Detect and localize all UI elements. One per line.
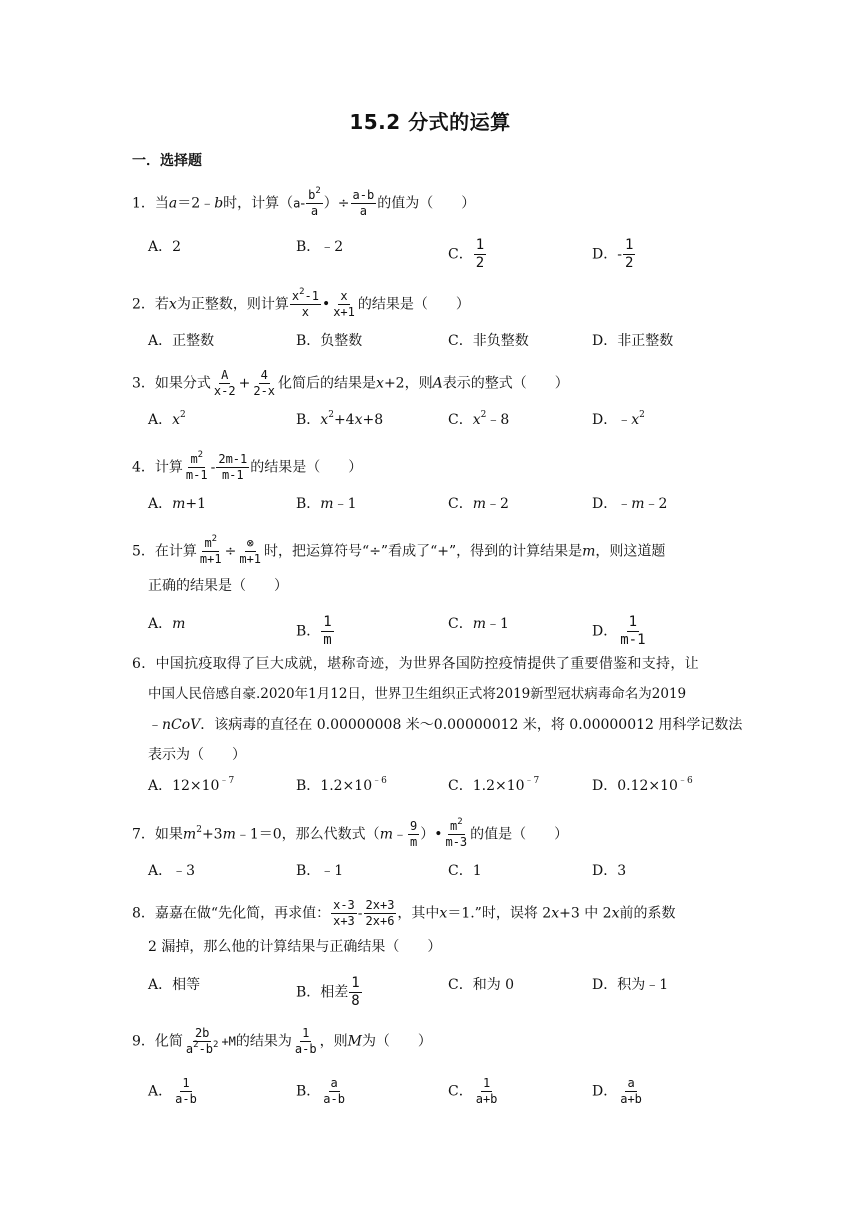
q4-f2-den: m-1 bbox=[221, 468, 244, 482]
q3-f1-den: x-2 bbox=[213, 384, 236, 398]
q3-fraction-2 bbox=[251, 368, 277, 399]
question-1 bbox=[132, 188, 475, 219]
question-8 bbox=[132, 898, 675, 929]
q3-b-label: B． bbox=[296, 412, 321, 428]
q6-option-d bbox=[592, 776, 693, 796]
q2-f2-den: x+1 bbox=[333, 305, 355, 319]
q9-option-d bbox=[592, 1076, 645, 1107]
q6-option-c bbox=[448, 776, 539, 796]
q1-text-mid: 时，计算（ bbox=[223, 195, 294, 212]
q5-b-label: B． bbox=[296, 623, 321, 640]
q9-number: 9． bbox=[132, 1033, 155, 1050]
q2-text-after: 的结果是（ ） bbox=[357, 296, 470, 313]
q1-var-b: b bbox=[214, 195, 224, 212]
q3-b-exp: 2 bbox=[328, 410, 334, 421]
q7-mid2: ﹣1＝0，那么代数式（ bbox=[235, 826, 380, 843]
q3-var-x: x bbox=[376, 375, 384, 392]
q8-text: 嘉嘉在做“先化简，再求值： bbox=[154, 905, 331, 922]
q1-option-c bbox=[448, 237, 487, 272]
q5-b-den: m bbox=[323, 632, 332, 648]
q5-a-label: A． bbox=[148, 616, 173, 632]
q5-option-a bbox=[148, 614, 185, 634]
q6-line-1: 中国抗疫取得了巨大成就，堪称奇迹，为世界各国防控疫情提供了重要借鉴和支持，让 bbox=[155, 656, 699, 672]
q7-f1-num: 9 bbox=[409, 819, 418, 833]
q5-d-label: D． bbox=[592, 623, 618, 640]
q4-d-m: m bbox=[631, 496, 645, 512]
q8-text-mid2: ＝1.”时，误将 2 bbox=[447, 905, 552, 922]
q5-option-b bbox=[296, 614, 335, 649]
q2-f1-num-rest: -1 bbox=[304, 289, 319, 303]
q1-text: 当 bbox=[154, 195, 169, 212]
q1-option-d bbox=[592, 237, 636, 272]
q2-text-mid: 为正整数，则计算 bbox=[176, 296, 289, 313]
q4-a-rest: +1 bbox=[185, 496, 207, 512]
q9-c-fraction bbox=[474, 1076, 500, 1107]
q4-option-c bbox=[448, 494, 509, 514]
q7-f2-num: m bbox=[449, 819, 458, 833]
q9-d-num: a bbox=[627, 1076, 635, 1090]
q9-d-fraction bbox=[618, 1076, 644, 1107]
q7-option-a: A．﹣3 bbox=[148, 863, 196, 879]
q6-c-base: C．1.2×10 bbox=[448, 778, 525, 794]
q9-option-c bbox=[448, 1076, 500, 1107]
q1-d-num: 1 bbox=[624, 237, 634, 253]
q5-line-2: 正确的结果是（ ） bbox=[148, 578, 288, 594]
q3-f1-num: A bbox=[221, 368, 229, 382]
q6-number: 6． bbox=[132, 656, 156, 672]
q4-b-m: m bbox=[320, 496, 334, 512]
q6-a-base: A．12×10 bbox=[148, 778, 220, 794]
q5-option-d bbox=[592, 614, 649, 649]
q9-f2-num: 1 bbox=[302, 1026, 310, 1040]
q6-d-base: D．0.12×10 bbox=[592, 778, 678, 794]
q1-f2-den: a bbox=[359, 204, 367, 218]
q8-option-d: D．积为﹣1 bbox=[592, 977, 669, 993]
q4-d-rest: ﹣2 bbox=[644, 496, 668, 512]
q1-f1-minus: - bbox=[300, 195, 306, 212]
q7-f1-den: m bbox=[409, 835, 418, 849]
q4-number: 4． bbox=[132, 459, 155, 476]
page-title: 15.2 分式的运算 bbox=[349, 110, 511, 134]
q7-m1: m bbox=[182, 826, 197, 843]
q9-b-num: a bbox=[330, 1076, 338, 1090]
q8-b-label: B．相差 bbox=[296, 984, 349, 1001]
q8-option-b bbox=[296, 975, 363, 1010]
q2-f2-num: x bbox=[340, 289, 348, 303]
q7-m3: m bbox=[379, 826, 393, 843]
q5-fraction-2 bbox=[237, 536, 263, 567]
q7-exp1: 2 bbox=[196, 824, 202, 835]
q6-ncov: nCoV bbox=[162, 717, 201, 733]
q8-x: x bbox=[439, 905, 448, 922]
q9-text-after: 为（ ） bbox=[361, 1033, 432, 1050]
q3-c-rest: ﹣8 bbox=[486, 412, 510, 428]
q9-text-mid2: ，则 bbox=[319, 1033, 348, 1050]
q3-f2-den: 2-x bbox=[253, 384, 276, 398]
q2-fraction-2 bbox=[331, 289, 357, 320]
q1-f1-num: b bbox=[308, 188, 316, 202]
q9-f1-den-mid: -b bbox=[198, 1042, 214, 1056]
q7-fraction-1 bbox=[408, 819, 419, 850]
q1-c-fraction bbox=[474, 237, 486, 272]
q8-text-after: 前的系数 bbox=[619, 905, 676, 922]
q1-close: ） bbox=[323, 195, 338, 212]
q8-fraction-1 bbox=[331, 898, 357, 929]
q9-c-den: a+b bbox=[475, 1092, 498, 1106]
q1-var-a: a bbox=[168, 195, 178, 212]
q8-b-fraction bbox=[349, 975, 361, 1010]
q3-f2-num: 4 bbox=[260, 368, 268, 382]
q9-a-num: 1 bbox=[182, 1076, 190, 1090]
q4-f2-num: 2m-1 bbox=[218, 452, 248, 466]
q9-plus-m: +M bbox=[221, 1034, 236, 1049]
q1-f1-exp: 2 bbox=[315, 186, 321, 196]
q8-option-a: A．相等 bbox=[148, 977, 201, 993]
question-4 bbox=[132, 452, 362, 483]
q8-f2-num: 2x+3 bbox=[365, 898, 395, 912]
q4-text: 计算 bbox=[154, 459, 183, 476]
q9-option-b bbox=[296, 1076, 348, 1107]
q1-text-after: 的值为（ ） bbox=[377, 195, 476, 212]
q4-d-label: D． bbox=[592, 496, 618, 512]
q5-option-c bbox=[448, 614, 509, 634]
q6-a-exp: ﹣7 bbox=[219, 776, 235, 787]
q8-text-mid3: +3 中 2 bbox=[559, 905, 612, 922]
q8-f1-den: x+3 bbox=[333, 914, 355, 928]
q5-d-den: m-1 bbox=[620, 632, 646, 648]
q6-minus: ﹣ bbox=[148, 717, 162, 733]
q4-f1-den: m-1 bbox=[185, 468, 208, 482]
q5-div: ÷ bbox=[224, 543, 237, 560]
q2-f1-num: x bbox=[291, 289, 300, 303]
q9-b-fraction bbox=[321, 1076, 347, 1107]
q9-text: 化简 bbox=[154, 1033, 183, 1050]
q3-fraction-1 bbox=[212, 368, 238, 399]
q7-close: ）• bbox=[420, 826, 443, 843]
q8-fraction-2 bbox=[364, 898, 397, 929]
q9-option-a bbox=[148, 1076, 200, 1107]
q4-minus: - bbox=[210, 459, 216, 476]
q3-b-x2: x bbox=[354, 412, 363, 428]
q3-a-label: A． bbox=[148, 412, 173, 428]
q3-number: 3． bbox=[132, 375, 155, 392]
q4-d-minus: ﹣ bbox=[617, 496, 632, 512]
q7-number: 7． bbox=[132, 826, 155, 843]
q3-d-minus: ﹣ bbox=[617, 412, 632, 428]
q5-b-fraction bbox=[321, 614, 333, 649]
q7-mid1: +3 bbox=[201, 826, 223, 843]
q7-text: 如果 bbox=[154, 826, 183, 843]
q2-option-c: C．非负整数 bbox=[448, 333, 529, 349]
q3-option-a bbox=[148, 410, 186, 430]
q9-f2-den: a-b bbox=[294, 1042, 317, 1056]
q1-fraction-2 bbox=[351, 188, 377, 219]
q8-number: 8． bbox=[132, 905, 155, 922]
q4-text-after: 的结果是（ ） bbox=[250, 459, 363, 476]
q5-f2-den: m+1 bbox=[239, 552, 262, 566]
q4-b-rest: ﹣1 bbox=[333, 496, 357, 512]
q1-eq: ＝2﹣ bbox=[177, 195, 215, 212]
q4-option-a bbox=[148, 494, 206, 514]
q1-f2-num: a-b bbox=[352, 188, 375, 202]
q2-dot: • bbox=[321, 296, 331, 313]
q5-f1-den: m+1 bbox=[199, 552, 222, 566]
q6-b-base: B．1.2×10 bbox=[296, 778, 373, 794]
q3-d-x: x bbox=[631, 412, 640, 428]
q7-minus: ﹣ bbox=[392, 826, 407, 843]
q7-f2-den: m-3 bbox=[445, 835, 468, 849]
q5-b-num: 1 bbox=[323, 614, 332, 630]
q4-f1-exp: 2 bbox=[197, 450, 204, 460]
q8-text-mid: ，其中 bbox=[397, 905, 440, 922]
q9-f1-den-exp2: 2 bbox=[213, 1040, 219, 1050]
q1-div: ÷ bbox=[337, 195, 350, 212]
q8-f2-den: 2x+6 bbox=[365, 914, 395, 928]
q3-text-mid: 化简后的结果是 bbox=[278, 375, 377, 392]
q5-a-m: m bbox=[172, 616, 186, 632]
q5-text: 在计算 bbox=[154, 543, 197, 560]
q6-b-exp: ﹣6 bbox=[372, 776, 387, 787]
q8-line-2: 2 漏掉，那么他的计算结果与正确结果（ ） bbox=[148, 939, 442, 955]
q3-c-x: x bbox=[472, 412, 481, 428]
q6-option-a bbox=[148, 776, 234, 796]
q9-fraction-1 bbox=[184, 1026, 221, 1057]
q2-option-d: D．非正整数 bbox=[592, 333, 674, 349]
q9-f1-num: 2b bbox=[194, 1026, 210, 1040]
q3-a-x: x bbox=[172, 412, 181, 428]
q5-number: 5． bbox=[132, 543, 155, 560]
q1-option-a: A．2 bbox=[148, 239, 182, 255]
q2-option-b: B．负整数 bbox=[296, 333, 363, 349]
q4-fraction-1 bbox=[184, 452, 210, 483]
q1-d-den: 2 bbox=[624, 255, 634, 271]
question-6 bbox=[132, 654, 699, 674]
q9-b-den: a-b bbox=[323, 1092, 345, 1106]
q5-c-m: m bbox=[472, 616, 486, 632]
q5-c-label: C． bbox=[448, 616, 473, 632]
q4-fraction-2 bbox=[216, 452, 249, 483]
q2-text: 若 bbox=[154, 296, 169, 313]
q6-c-exp: ﹣7 bbox=[524, 776, 540, 787]
q2-option-a: A．正整数 bbox=[148, 333, 215, 349]
q9-b-label: B． bbox=[296, 1083, 321, 1100]
q6-line-2: 中国人民倍感自豪.2020年1月12日，世界卫生组织正式将2019新型冠状病毒命名为2019 bbox=[148, 686, 687, 702]
q9-a-den: a-b bbox=[175, 1092, 197, 1106]
q1-fraction-1 bbox=[306, 188, 323, 219]
q5-c-rest: ﹣1 bbox=[486, 616, 509, 632]
q8-minus: - bbox=[357, 905, 363, 922]
q3-option-d bbox=[592, 410, 645, 430]
q1-c-den: 2 bbox=[475, 255, 485, 271]
q2-f1-exp: 2 bbox=[299, 287, 305, 297]
q1-d-minus: - bbox=[617, 246, 622, 263]
q5-d-num: 1 bbox=[628, 614, 638, 630]
question-9 bbox=[132, 1026, 432, 1057]
q4-option-d bbox=[592, 494, 667, 514]
q8-x2: x bbox=[551, 905, 560, 922]
q5-var-m: m bbox=[582, 543, 596, 560]
q3-option-b bbox=[296, 410, 383, 430]
question-3 bbox=[132, 368, 569, 399]
q3-c-label: C． bbox=[448, 412, 473, 428]
q9-d-label: D． bbox=[592, 1083, 618, 1100]
q3-b-x: x bbox=[320, 412, 329, 428]
q9-f1-den-exp1: 2 bbox=[193, 1040, 199, 1050]
question-5 bbox=[132, 536, 665, 567]
q2-number: 2． bbox=[132, 296, 155, 313]
q3-plus: + bbox=[238, 375, 251, 392]
q1-f1-a: a bbox=[293, 196, 301, 211]
q6-line-3 bbox=[148, 715, 742, 735]
q5-d-fraction bbox=[618, 614, 647, 649]
q7-fraction-2 bbox=[443, 819, 469, 850]
q7-text-after: 的值是（ ） bbox=[470, 826, 569, 843]
question-7 bbox=[132, 819, 568, 850]
q3-d-exp: 2 bbox=[639, 410, 645, 421]
q4-b-label: B． bbox=[296, 496, 321, 512]
q2-fraction-1 bbox=[290, 289, 321, 320]
q5-f1-exp: 2 bbox=[211, 534, 218, 544]
q7-option-c: C．1 bbox=[448, 863, 482, 879]
section-heading: 一．选择题 bbox=[132, 153, 202, 169]
q5-f1-num: m bbox=[204, 536, 212, 550]
q9-var-M: M bbox=[347, 1033, 362, 1050]
q7-f2-exp: 2 bbox=[457, 817, 463, 827]
q6-line-3-rest: ．该病毒的直径在 0.00000008 米～0.00000012 米，将 0.00000012 用科学记数法 bbox=[200, 717, 743, 733]
q9-a-fraction bbox=[173, 1076, 199, 1107]
q6-option-b bbox=[296, 776, 387, 796]
q1-option-b: B．﹣2 bbox=[296, 239, 344, 255]
q6-d-exp: ﹣6 bbox=[677, 776, 693, 787]
q4-f1-num: m bbox=[190, 452, 198, 466]
q4-a-m: m bbox=[172, 496, 186, 512]
q4-c-m: m bbox=[472, 496, 486, 512]
q5-text-mid: 时，把运算符号“÷”看成了“+”，得到的计算结果是 bbox=[264, 543, 583, 560]
q9-c-label: C． bbox=[448, 1083, 473, 1100]
q3-var-A: A bbox=[432, 375, 443, 392]
q8-b-den: 8 bbox=[351, 993, 360, 1009]
q3-d-label: D． bbox=[592, 412, 618, 428]
q1-c-label: C． bbox=[448, 246, 473, 263]
q1-c-num: 1 bbox=[475, 237, 485, 253]
q5-text-after: ，则这道题 bbox=[595, 543, 666, 560]
q4-c-label: C． bbox=[448, 496, 473, 512]
q3-option-c bbox=[448, 410, 509, 430]
q1-d-label: D． bbox=[592, 246, 618, 263]
q9-text-mid: 的结果为 bbox=[235, 1033, 292, 1050]
q9-f1-den-a: a bbox=[185, 1042, 194, 1056]
q8-f1-num: x-3 bbox=[333, 898, 355, 912]
q9-a-label: A． bbox=[148, 1083, 173, 1100]
q5-otimes-icon: ⊗ bbox=[246, 536, 254, 550]
q7-option-b: B．﹣1 bbox=[296, 863, 344, 879]
q1-d-fraction bbox=[623, 237, 635, 272]
q8-option-c: C．和为 0 bbox=[448, 977, 515, 993]
q3-b-rest: +4 bbox=[333, 412, 355, 428]
q9-d-den: a+b bbox=[620, 1092, 642, 1106]
q8-x3: x bbox=[611, 905, 620, 922]
q2-f1-den: x bbox=[301, 305, 309, 319]
q3-b-rest2: +8 bbox=[362, 412, 384, 428]
q5-fraction-1 bbox=[198, 536, 224, 567]
q4-a-label: A． bbox=[148, 496, 173, 512]
q7-m2: m bbox=[222, 826, 236, 843]
q3-c-exp: 2 bbox=[480, 410, 487, 421]
q8-b-num: 1 bbox=[351, 975, 360, 991]
q1-f1-den: a bbox=[310, 204, 319, 218]
q3-text-after: 表示的整式（ ） bbox=[442, 375, 569, 392]
q6-line-4: 表示为（ ） bbox=[148, 747, 246, 763]
q3-expr-rest: +2，则 bbox=[383, 375, 433, 392]
q7-option-d: D．3 bbox=[592, 863, 627, 879]
q3-text: 如果分式 bbox=[154, 375, 211, 392]
q4-option-b bbox=[296, 494, 357, 514]
q9-c-num: 1 bbox=[482, 1076, 491, 1090]
q2-var-x: x bbox=[168, 296, 177, 313]
q9-fraction-2 bbox=[293, 1026, 319, 1057]
q3-a-exp: 2 bbox=[180, 410, 186, 421]
q4-c-rest: ﹣2 bbox=[486, 496, 509, 512]
question-2 bbox=[132, 289, 470, 320]
q1-number: 1． bbox=[132, 195, 155, 212]
